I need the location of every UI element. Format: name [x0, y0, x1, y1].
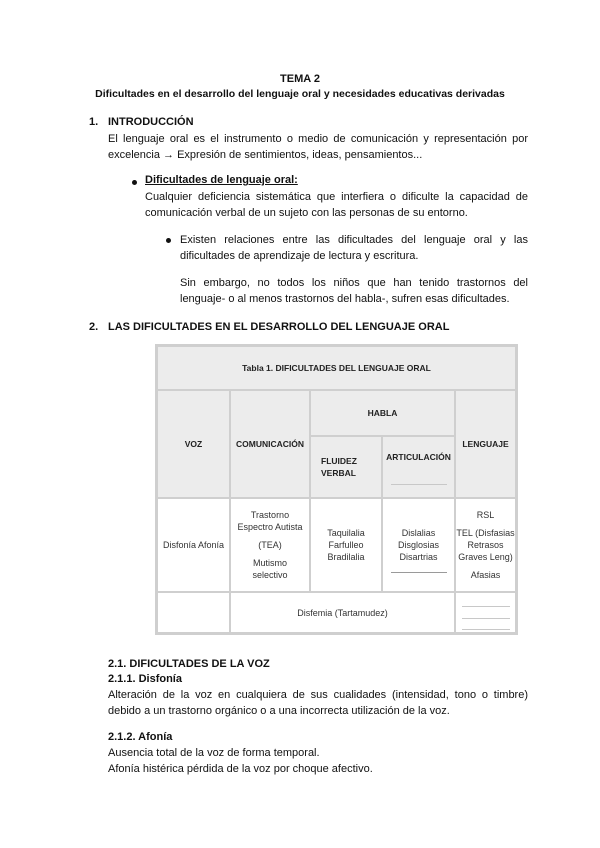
bullet-line1: Cualquier deficiencia sistemática que interfiera o dificulte la capacidad de: [145, 191, 528, 203]
len-line3: Retrasos: [467, 540, 504, 550]
section211-line2: debido a un trastorno orgánico o a una incorrecta utilización de la voz.: [108, 705, 450, 717]
footer-line-2: [462, 618, 510, 619]
topic-title: TEMA 2: [280, 73, 320, 85]
header-fluidez: [310, 436, 382, 498]
len-line5: Afasias: [470, 570, 501, 580]
com-line4: Mutismo: [252, 558, 287, 568]
sub-bullet2-line1: Sin embargo, no todos los niños que han tenido trastornos del: [180, 277, 528, 289]
sub-bullet-paragraph-2: [180, 275, 528, 307]
header-voz: VOZ: [157, 390, 230, 498]
section212-heading: 2.1.2. Afonía: [108, 731, 173, 743]
cell-voz: Disfonía Afonía: [157, 498, 230, 592]
flu-line1: Taquilalia: [327, 528, 365, 538]
bullet-paragraph: [145, 189, 528, 221]
com-line3: (TEA): [258, 540, 282, 550]
footer-empty-left: [157, 592, 230, 633]
sub-bullet-paragraph: [180, 232, 528, 264]
footer-line-1: [462, 606, 510, 607]
footer-line-3: [462, 629, 510, 630]
art-line1: Dislalias: [401, 528, 436, 538]
art-line2: Disglosias: [397, 540, 439, 550]
header-articulacion: [382, 436, 455, 498]
len-line4: Graves Leng): [458, 552, 513, 562]
section2-heading: LAS DIFICULTADES EN EL DESARROLLO DEL LENGUAJE ORAL: [108, 321, 450, 333]
document-title: Dificultades en el desarrollo del lenguaje oral y necesidades educativas derivadas: [95, 88, 505, 100]
sub-bullet-icon: [166, 238, 171, 243]
len-line2: TEL (Disfasias: [456, 528, 515, 538]
section21-heading: 2.1. DIFICULTADES DE LA VOZ: [108, 658, 270, 670]
difficulties-table: [155, 344, 518, 635]
section212-line1: Ausencia total de la voz de forma temporal.: [108, 747, 320, 759]
footer-empty-right: [455, 592, 516, 633]
section2-number: 2.: [89, 321, 99, 333]
section212-line2: Afonía histérica pérdida de la voz por choque afectivo.: [108, 763, 373, 775]
section1-number: 1.: [89, 116, 99, 128]
com-line1: Trastorno: [250, 510, 290, 520]
flu-line2: Farfulleo: [328, 540, 364, 550]
cell-comunicacion: [230, 498, 310, 592]
sub-bullet-line1: Existen relaciones entre las dificultades del lenguaje oral y las: [180, 234, 528, 246]
bullet-icon: [132, 180, 137, 185]
cell-articulacion: [382, 498, 455, 592]
table-caption: Tabla 1. DIFICULTADES DEL LENGUAJE ORAL: [157, 346, 516, 390]
header-fluidez-label: FLUIDEZ VERBAL: [321, 456, 357, 478]
header-comunicacion: COMUNICACIÓN: [230, 390, 310, 498]
sub-bullet2-line2: lenguaje- o al menos trastornos del habla-, sufren esas dificultades.: [180, 293, 510, 305]
flu-line3: Bradilalia: [327, 552, 365, 562]
section1-paragraph: [108, 131, 528, 163]
section212-paragraph: [108, 745, 528, 777]
section211-heading: 2.1.1. Disfonía: [108, 673, 182, 685]
section1-line1: El lenguaje oral es el instrumento o medio de comunicación y representación por: [108, 133, 528, 145]
len-line1: RSL: [476, 510, 495, 520]
section211-line1: Alteración de la voz en cualquiera de sus cualidades (intensidad, tono o timbre): [108, 689, 528, 701]
header-articulacion-label: ARTICULACIÓN: [386, 452, 451, 462]
section211-paragraph: [108, 687, 528, 719]
cell-fluidez: [310, 498, 382, 592]
section1-heading: INTRODUCCIÓN: [108, 116, 194, 128]
bullet-heading: Dificultades de lenguaje oral:: [145, 174, 298, 186]
sub-bullet-line2: dificultades de aprendizaje de lectura y escritura.: [180, 250, 419, 262]
header-lenguaje: LENGUAJE: [455, 390, 516, 498]
com-line2: Espectro Autista: [237, 522, 303, 532]
footer-disfemia: Disfemia (Tartamudez): [230, 592, 455, 633]
art-line3: Disartrias: [399, 552, 438, 562]
com-line5: selectivo: [252, 570, 288, 580]
section1-line2: excelencia → Expresión de sentimientos, ideas, pensamientos...: [108, 149, 423, 161]
header-habla: HABLA: [310, 390, 455, 436]
bullet-line2: comunicación verbal de un sujeto con las personas de su entorno.: [145, 207, 468, 219]
articulacion-cell-divider: [391, 572, 447, 573]
articulacion-divider: [391, 484, 447, 485]
cell-lenguaje: [455, 498, 516, 592]
